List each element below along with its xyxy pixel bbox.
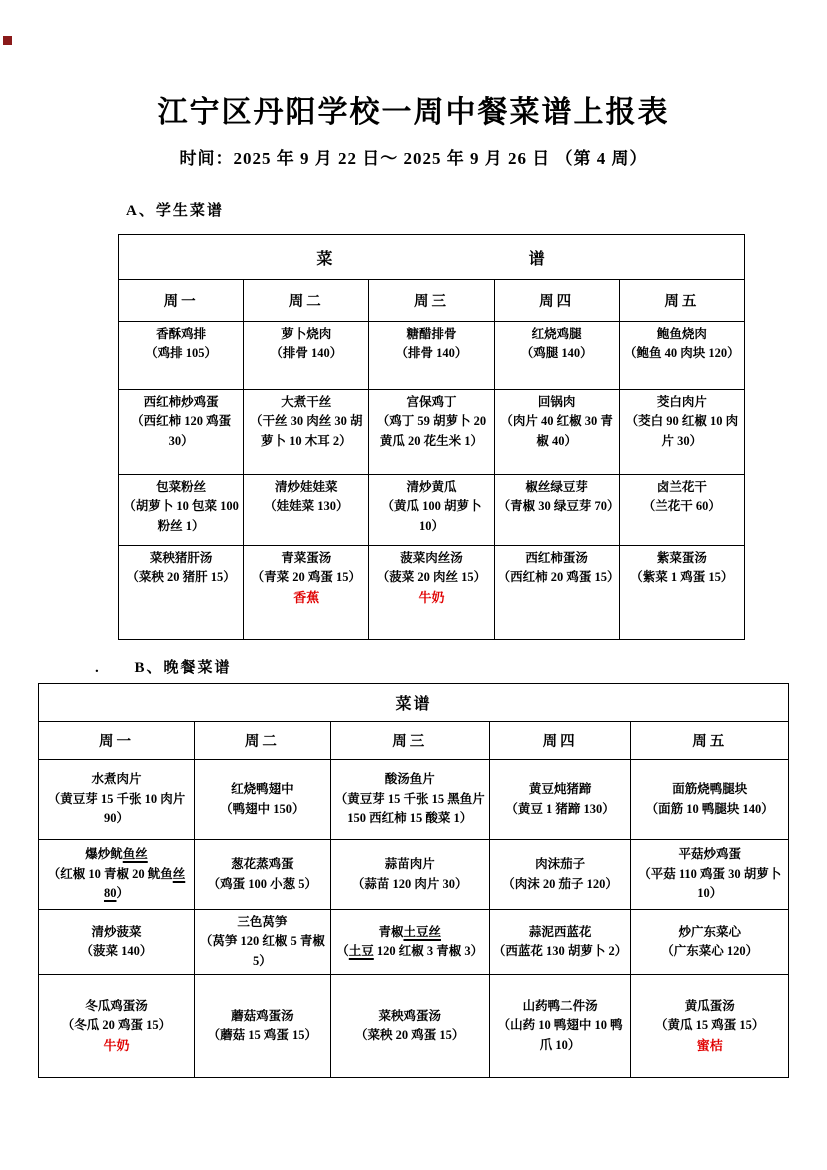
dish-name: 炒广东菜心	[678, 924, 741, 939]
menu-cell	[330, 975, 489, 1078]
dish-ingredients: （鸡蛋 100 小葱 5）	[207, 876, 318, 891]
dish-ingredients: （西红柿 120 鸡蛋 30）	[131, 414, 232, 448]
dish-ingredients: （蒜苗 120 肉片 30）	[351, 876, 468, 891]
menu-cell	[119, 390, 244, 475]
table-title-row	[119, 235, 745, 280]
section-b-heading	[95, 656, 827, 677]
menu-cell	[494, 546, 619, 640]
ingredients-underlined: 土豆	[348, 944, 374, 959]
ingredients-part: 120 红椒 3 青椒 3）	[373, 944, 484, 959]
table-row	[39, 910, 789, 975]
dish-ingredients: （鸡丁 59 胡萝卜 20 黄瓜 20 花生米 1）	[376, 414, 487, 448]
menu-cell	[369, 322, 494, 390]
dish-ingredients: （菜秧 20 鸡蛋 15）	[355, 1028, 465, 1043]
dish-ingredients: （西蓝花 130 胡萝卜 2）	[492, 944, 628, 959]
dish-name: 肉沫茄子	[535, 857, 586, 872]
menu-cell	[631, 840, 789, 910]
dish-name: 葱花蒸鸡蛋	[231, 857, 294, 872]
menu-cell	[489, 840, 631, 910]
menu-cell	[330, 760, 489, 840]
table-row	[119, 322, 745, 390]
dish-ingredients: （鲍鱼 40 肉块 120）	[624, 346, 740, 361]
dish-ingredients: （黄豆芽 15 千张 10 肉片 90）	[47, 791, 186, 826]
day-header: 周五	[619, 280, 744, 322]
section-a-heading: A、学生菜谱	[126, 203, 224, 219]
dish-ingredients: （蘑菇 15 鸡蛋 15）	[207, 1028, 318, 1043]
menu-cell	[194, 760, 330, 840]
page-margin-marker	[3, 36, 12, 45]
dish-ingredients	[334, 942, 486, 961]
menu-cell	[330, 840, 489, 910]
dish-ingredients: （鸭翅中 150）	[220, 801, 305, 816]
menu-cell	[494, 390, 619, 475]
dish-ingredients: （冬瓜 20 鸡蛋 15）	[61, 1018, 172, 1033]
day-header: 周一	[39, 722, 195, 760]
dish-name: 鲍鱼烧肉	[656, 327, 707, 341]
dish-ingredients	[42, 865, 191, 904]
day-header-row	[119, 280, 745, 322]
dish-name: 大煮干丝	[281, 395, 332, 409]
dish-ingredients: （西红柿 20 鸡蛋 15）	[497, 570, 620, 585]
dish-ingredients: （菠菜 140）	[80, 944, 153, 959]
dish-ingredients: （排骨 140）	[395, 346, 468, 361]
menu-cell	[619, 390, 744, 475]
dish-name-part: 爆炒鱿	[85, 847, 123, 862]
dish-name: 卤兰花干	[656, 480, 707, 494]
day-header: 周四	[489, 722, 631, 760]
dish-ingredients: （面筋 10 鸭腿块 140）	[645, 801, 774, 816]
dish-name: 三色莴笋	[237, 915, 288, 929]
ingredients-part: （	[336, 944, 349, 959]
table-title-row	[39, 684, 789, 722]
page-title: 江宁区丹阳学校一周中餐菜谱上报表	[157, 96, 670, 129]
dish-name: 蘑菇鸡蛋汤	[231, 1008, 294, 1023]
dish-name: 红烧鸭翅中	[231, 782, 294, 797]
table-row	[39, 760, 789, 840]
dish-ingredients: （黄豆 1 猪蹄 130）	[505, 801, 615, 816]
extra-item-highlight: 牛奶	[103, 1037, 130, 1053]
dish-name: 西红柿炒鸡蛋	[143, 395, 219, 409]
menu-cell	[489, 760, 631, 840]
dish-ingredients: （干丝 30 肉丝 30 胡萝卜 10 木耳 2）	[250, 414, 363, 448]
dish-name: 冬瓜鸡蛋汤	[85, 999, 148, 1013]
dish-name: 清炒菠菜	[91, 924, 142, 939]
dish-ingredients: （广东菜心 120）	[661, 944, 759, 959]
menu-cell	[631, 760, 789, 840]
section-b-label: B、晚餐菜谱	[134, 660, 232, 676]
dish-ingredients: （排骨 140）	[270, 346, 343, 361]
menu-cell	[631, 975, 789, 1078]
day-header: 周二	[244, 280, 369, 322]
dish-name: 香酥鸡排	[156, 327, 207, 341]
dish-ingredients: （娃娃菜 130）	[264, 499, 349, 514]
dish-name: 蒜泥西蓝花	[528, 924, 592, 939]
menu-cell	[489, 910, 631, 975]
dish-name: 水煮肉片	[91, 772, 142, 787]
day-header: 周三	[369, 280, 494, 322]
extra-item-highlight: 牛奶	[418, 589, 445, 605]
dish-ingredients: （兰花干 60）	[642, 499, 721, 514]
dish-name: 椒丝绿豆芽	[525, 480, 588, 494]
table-title-left: 菜	[316, 250, 335, 268]
dish-ingredients: （菠菜 20 肉丝 15）	[376, 570, 487, 585]
day-header: 周一	[119, 280, 244, 322]
dish-name: 酸汤鱼片	[384, 772, 435, 787]
dish-name: 黄瓜蛋汤	[684, 999, 735, 1013]
dish-ingredients: （莴笋 120 红椒 5 青椒 5）	[199, 934, 325, 968]
dish-ingredients: （黄瓜 100 胡萝卜 10）	[381, 499, 482, 533]
dish-name: 糖醋排骨	[406, 327, 457, 341]
dish-name: 菜秧猪肝汤	[149, 551, 213, 565]
dish-name: 清炒娃娃菜	[275, 480, 338, 494]
day-header-row	[39, 722, 789, 760]
extra-item-highlight: 香蕉	[293, 589, 320, 605]
dish-name: 菜秧鸡蛋汤	[378, 1008, 441, 1023]
dish-name: 紫菜蛋汤	[656, 551, 707, 565]
dish-ingredients: （肉沫 20 茄子 120）	[502, 876, 618, 891]
dish-name: 宫保鸡丁	[406, 395, 457, 409]
menu-cell	[244, 322, 369, 390]
dish-name	[42, 845, 191, 864]
dish-ingredients: （青椒 30 绿豆芽 70）	[497, 499, 620, 514]
dish-name-underlined: 鱼丝	[122, 847, 148, 862]
menu-cell	[619, 322, 744, 390]
extra-item-highlight: 蜜桔	[696, 1037, 723, 1053]
dish-name: 青菜蛋汤	[281, 551, 332, 565]
dish-name: 黄豆炖猪蹄	[528, 782, 592, 797]
lunch-menu-table	[118, 234, 745, 640]
menu-cell	[119, 475, 244, 546]
menu-cell	[619, 546, 744, 640]
dish-name-underlined: 土豆丝	[403, 924, 441, 939]
dish-name: 平菇炒鸡蛋	[678, 847, 741, 862]
dish-name: 红烧鸡腿	[531, 327, 582, 341]
table-row	[119, 546, 745, 640]
dish-ingredients: （鸡排 105）	[145, 346, 218, 361]
table-title-cell: 菜谱	[39, 684, 789, 722]
dish-name: 蒜苗肉片	[384, 857, 435, 872]
dish-name: 西红柿蛋汤	[525, 551, 588, 565]
date-range: 时间：2025 年 9 月 22 日～ 2025 年 9 月 26 日 （第 4 周）	[179, 149, 648, 168]
dish-name: 清炒黄瓜	[406, 480, 457, 494]
menu-cell	[194, 910, 330, 975]
menu-cell	[494, 322, 619, 390]
dish-name: 萝卜烧肉	[281, 327, 332, 341]
dish-name: 回锅肉	[537, 395, 576, 409]
day-header: 周五	[631, 722, 789, 760]
table-row	[119, 475, 745, 546]
menu-cell	[631, 910, 789, 975]
table-row	[119, 390, 745, 475]
dish-ingredients: （胡萝卜 10 包菜 100 粉丝 1）	[123, 499, 239, 533]
menu-cell	[369, 390, 494, 475]
table-title-cell	[119, 235, 745, 280]
menu-cell	[330, 910, 489, 975]
menu-cell	[619, 475, 744, 546]
table-title-right: 谱	[528, 250, 547, 268]
menu-cell	[194, 840, 330, 910]
ingredients-underlined: 丝 80	[103, 866, 186, 901]
dish-ingredients: （山药 10 鸭翅中 10 鸭爪 10）	[497, 1018, 623, 1052]
dish-name-part: 青椒	[378, 924, 404, 939]
dish-name: 山药鸭二件汤	[522, 999, 598, 1014]
dish-ingredients: （青菜 20 鸡蛋 15）	[251, 570, 361, 585]
menu-cell	[489, 975, 631, 1078]
dish-ingredients: （肉片 40 红椒 30 青椒 40）	[500, 414, 613, 448]
dish-name: 面筋烧鸭腿块	[672, 782, 748, 797]
dish-name: 茭白肉片	[656, 395, 707, 409]
menu-cell	[39, 760, 195, 840]
menu-cell	[244, 390, 369, 475]
menu-cell	[39, 910, 195, 975]
dinner-menu-table	[38, 683, 789, 1078]
menu-cell	[369, 475, 494, 546]
dish-ingredients: （鸡腿 140）	[520, 346, 593, 361]
day-header: 周三	[330, 722, 489, 760]
menu-cell	[119, 322, 244, 390]
dish-ingredients: （平菇 110 鸡蛋 30 胡萝卜 10）	[638, 866, 782, 901]
section-b-dot: .	[95, 660, 101, 676]
dish-name: 包菜粉丝	[156, 480, 207, 494]
dish-name: 菠菜肉丝汤	[400, 551, 463, 565]
dish-ingredients: （茭白 90 红椒 10 肉片 30）	[625, 414, 739, 448]
menu-cell	[119, 546, 244, 640]
menu-cell	[369, 546, 494, 640]
dish-name	[334, 923, 486, 942]
dish-ingredients: （黄豆芽 15 千张 15 黑鱼片 150 西红柿 15 酸菜 1）	[334, 791, 485, 826]
menu-cell	[494, 475, 619, 546]
menu-cell	[244, 475, 369, 546]
menu-cell	[244, 546, 369, 640]
menu-cell	[39, 840, 195, 910]
day-header: 周二	[194, 722, 330, 760]
dish-ingredients: （菜秧 20 猪肝 15）	[126, 570, 236, 585]
dish-ingredients: （黄瓜 15 鸡蛋 15）	[655, 1018, 765, 1033]
day-header: 周四	[494, 280, 619, 322]
table-row	[39, 975, 789, 1078]
dish-ingredients: （紫菜 1 鸡蛋 15）	[630, 570, 734, 585]
menu-cell	[194, 975, 330, 1078]
ingredients-part: ）	[116, 886, 129, 901]
menu-cell	[39, 975, 195, 1078]
ingredients-part: （红椒 10 青椒 20 鱿鱼	[47, 866, 173, 881]
table-row	[39, 840, 789, 910]
